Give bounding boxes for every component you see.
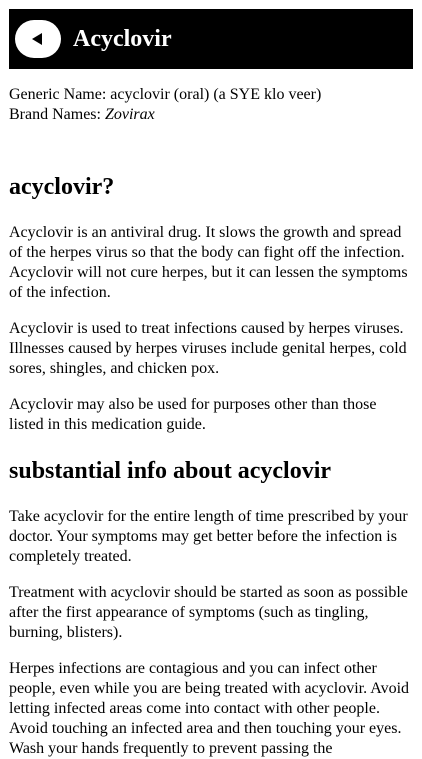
section-paragraph: Herpes infections are contagious and you can infect other people, even while you are being treated with acyclovir. Avoid letting infected areas come into contact with other people. Avoid touching an infected area and then touching your eyes. Wash your hands frequently to prevent passing the (9, 660, 410, 757)
section-paragraph: Take acyclovir for the entire length of time prescribed by your doctor. Your symptoms may get better before the infection is completely treated. (9, 508, 408, 565)
app-header (9, 9, 413, 69)
brand-names-line (9, 105, 415, 125)
page-title: Acyclovir (73, 26, 172, 52)
generic-name-line (9, 85, 415, 105)
brand-names-label: Brand Names: (9, 106, 101, 123)
back-button[interactable] (15, 20, 61, 58)
back-arrow-icon (15, 20, 61, 58)
section-heading: acyclovir? (9, 174, 115, 200)
brand-names-value: Zovirax (104, 106, 155, 123)
section-paragraph: Acyclovir is an antiviral drug. It slows the growth and spread of the herpes virus so that the body can fight off the infection. Acyclovir will not cure herpes, but it can lessen the symptoms of the infection. (9, 224, 408, 301)
drug-names (9, 85, 415, 125)
section-paragraph: Acyclovir may also be used for purposes other than those listed in this medication guide. (9, 396, 377, 433)
generic-name-label: Generic Name: (9, 86, 107, 103)
section-paragraph: Treatment with acyclovir should be started as soon as possible after the first appearance of symptoms (such as tingling, burning, blisters). (9, 584, 408, 641)
generic-name-value: acyclovir (oral) (a SYE klo veer) (110, 86, 322, 103)
section-paragraph: Acyclovir is used to treat infections caused by herpes viruses. Illnesses caused by herpes viruses include genital herpes, cold sores, shingles, and chicken pox. (9, 320, 407, 377)
article-content (9, 85, 415, 759)
section-heading: substantial info about acyclovir (9, 458, 332, 484)
